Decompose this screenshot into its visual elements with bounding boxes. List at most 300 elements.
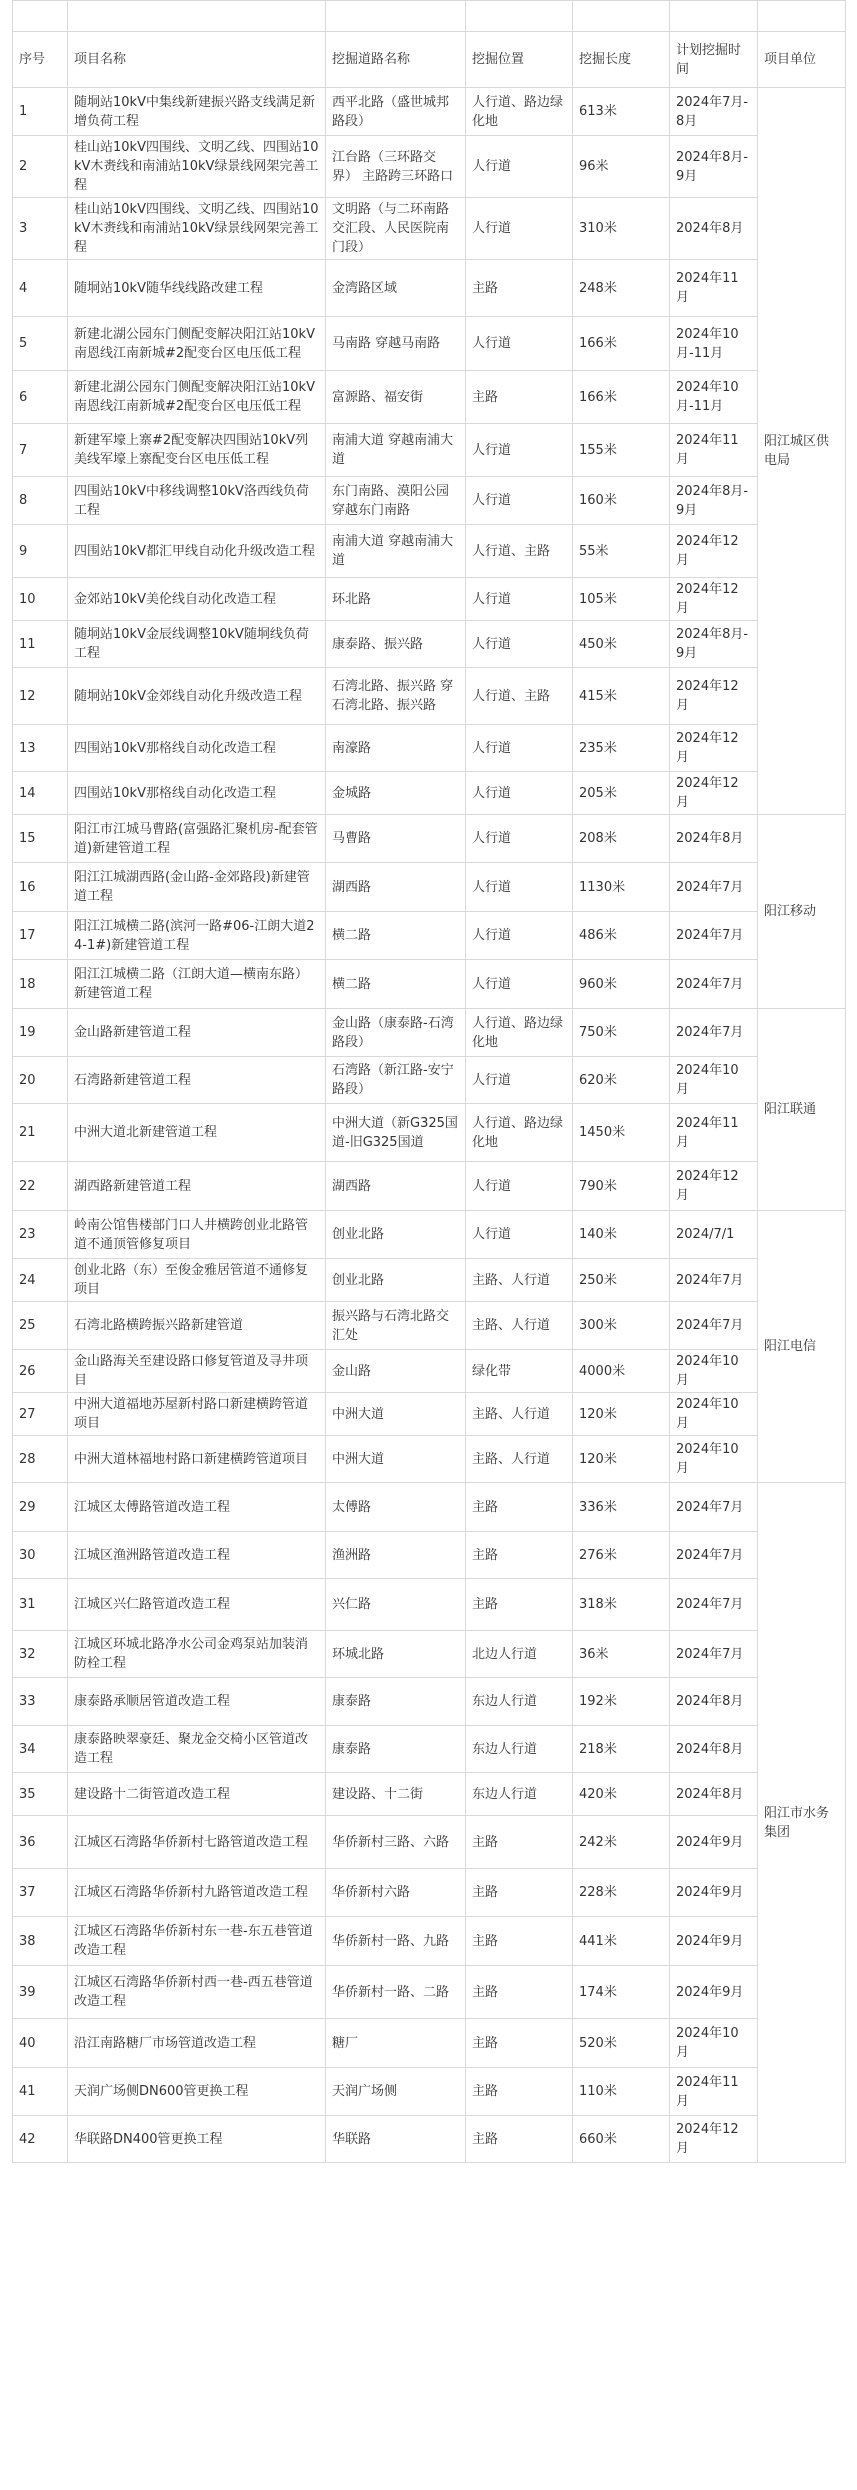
cell-project-name: 桂山站10kV四围线、文明乙线、四围站10kV木赉线和南浦站10kV绿景线网架完善工程 — [68, 198, 326, 260]
cell-road-name: 太傅路 — [326, 1483, 466, 1532]
table-row — [13, 1436, 846, 1483]
cell-length: 120米 — [573, 1436, 670, 1483]
cell-project-name: 江城区石湾路华侨新村西一巷-西五巷管道改造工程 — [68, 1966, 326, 2019]
header-index: 序号 — [13, 32, 68, 88]
cell-project-name: 新建北湖公园东门侧配变解决阳江站10kV南恩线江南新城#2配变台区电压低工程 — [68, 317, 326, 371]
cell-road-name: 建设路、十二街 — [326, 1773, 466, 1816]
cell-length: 450米 — [573, 621, 670, 668]
cell-project-name: 石湾北路横跨振兴路新建管道 — [68, 1302, 326, 1350]
cell-index: 5 — [13, 317, 68, 371]
cell-length: 1450米 — [573, 1104, 670, 1162]
table-row — [13, 1816, 846, 1869]
cell-length: 208米 — [573, 815, 670, 863]
table-row — [13, 1057, 846, 1104]
cell-planned-time: 2024年11月 — [670, 424, 758, 477]
cell-index: 25 — [13, 1302, 68, 1350]
table-row — [13, 260, 846, 317]
table-row — [13, 371, 846, 424]
cell-index: 21 — [13, 1104, 68, 1162]
cell-project-name: 金山路海关至建设路口修复管道及寻井项目 — [68, 1350, 326, 1393]
cell-length: 441米 — [573, 1917, 670, 1966]
cell-planned-time: 2024年8月 — [670, 1678, 758, 1726]
cell-index: 16 — [13, 863, 68, 912]
cell-project-name: 康泰路映翠豪廷、聚龙金交椅小区管道改造工程 — [68, 1726, 326, 1773]
cell-position: 主路、人行道 — [466, 1302, 573, 1350]
cell-length: 790米 — [573, 1162, 670, 1211]
cell-road-name: 环北路 — [326, 578, 466, 621]
cell-planned-time: 2024年7月 — [670, 912, 758, 960]
cell-length: 110米 — [573, 2068, 670, 2116]
cell-position: 人行道 — [466, 863, 573, 912]
header-length: 挖掘长度 — [573, 32, 670, 88]
cell-index: 33 — [13, 1678, 68, 1726]
cell-position: 主路 — [466, 260, 573, 317]
cell-position: 人行道 — [466, 772, 573, 815]
table-row — [13, 1350, 846, 1393]
table-row — [13, 2116, 846, 2163]
cell-road-name: 华侨新村六路 — [326, 1869, 466, 1917]
cell-project-name: 创业北路（东）至俊金雅居管道不通修复项目 — [68, 1259, 326, 1302]
cell-index: 29 — [13, 1483, 68, 1532]
cell-length: 960米 — [573, 960, 670, 1009]
cell-project-unit: 阳江联通 — [758, 1009, 846, 1211]
cell-length: 1130米 — [573, 863, 670, 912]
table-row — [13, 863, 846, 912]
cell-length: 218米 — [573, 1726, 670, 1773]
table-row — [13, 772, 846, 815]
cell-planned-time: 2024年7月 — [670, 1579, 758, 1631]
cell-length: 620米 — [573, 1057, 670, 1104]
cell-planned-time: 2024年7月 — [670, 863, 758, 912]
table-row — [13, 578, 846, 621]
cell-road-name: 中洲大道 — [326, 1436, 466, 1483]
cell-planned-time: 2024年10月 — [670, 1057, 758, 1104]
cell-position: 主路 — [466, 371, 573, 424]
cell-road-name: 横二路 — [326, 960, 466, 1009]
cell-position: 人行道 — [466, 1162, 573, 1211]
cell-project-name: 岭南公馆售楼部门口人井横跨创业北路管道不通顶管修复项目 — [68, 1211, 326, 1259]
cell-planned-time: 2024年7月 — [670, 1302, 758, 1350]
cell-planned-time: 2024年9月 — [670, 1869, 758, 1917]
cell-index: 35 — [13, 1773, 68, 1816]
cell-planned-time: 2024年7月 — [670, 1532, 758, 1579]
cell-index: 14 — [13, 772, 68, 815]
table-row — [13, 1773, 846, 1816]
cell-index: 20 — [13, 1057, 68, 1104]
cell-length: 336米 — [573, 1483, 670, 1532]
cell-length: 300米 — [573, 1302, 670, 1350]
table-top-spacer — [13, 1, 846, 32]
cell-road-name: 富源路、福安街 — [326, 371, 466, 424]
cell-length: 120米 — [573, 1393, 670, 1436]
cell-road-name: 金山路 — [326, 1350, 466, 1393]
cell-length: 420米 — [573, 1773, 670, 1816]
cell-planned-time: 2024年12月 — [670, 578, 758, 621]
cell-index: 19 — [13, 1009, 68, 1057]
cell-index: 13 — [13, 725, 68, 772]
cell-length: 166米 — [573, 371, 670, 424]
cell-position: 人行道、路边绿化地 — [466, 1009, 573, 1057]
table-row — [13, 1966, 846, 2019]
cell-length: 155米 — [573, 424, 670, 477]
cell-project-name: 华联路DN400管更换工程 — [68, 2116, 326, 2163]
cell-length: 235米 — [573, 725, 670, 772]
cell-project-name: 江城区石湾路华侨新村东一巷-东五巷管道改造工程 — [68, 1917, 326, 1966]
cell-road-name: 南浦大道 穿越南浦大道 — [326, 424, 466, 477]
cell-planned-time: 2024年7月 — [670, 1483, 758, 1532]
cell-road-name: 华侨新村一路、二路 — [326, 1966, 466, 2019]
cell-index: 3 — [13, 198, 68, 260]
cell-position: 主路 — [466, 1917, 573, 1966]
cell-length: 174米 — [573, 1966, 670, 2019]
cell-planned-time: 2024年7月 — [670, 1259, 758, 1302]
cell-index: 8 — [13, 477, 68, 525]
cell-planned-time: 2024年10月 — [670, 1436, 758, 1483]
table-row — [13, 424, 846, 477]
cell-road-name: 振兴路与石湾北路交汇处 — [326, 1302, 466, 1350]
cell-road-name: 兴仁路 — [326, 1579, 466, 1631]
cell-planned-time: 2024年10月 — [670, 2019, 758, 2068]
cell-length: 248米 — [573, 260, 670, 317]
cell-length: 750米 — [573, 1009, 670, 1057]
cell-project-unit: 阳江城区供电局 — [758, 88, 846, 815]
table-row — [13, 912, 846, 960]
table-row — [13, 2019, 846, 2068]
cell-position: 人行道、路边绿化地 — [466, 1104, 573, 1162]
table-row — [13, 668, 846, 725]
cell-planned-time: 2024年12月 — [670, 1162, 758, 1211]
cell-planned-time: 2024年8月 — [670, 1726, 758, 1773]
cell-index: 7 — [13, 424, 68, 477]
cell-length: 96米 — [573, 136, 670, 198]
cell-position: 东边人行道 — [466, 1773, 573, 1816]
cell-planned-time: 2024年8月-9月 — [670, 136, 758, 198]
cell-position: 人行道 — [466, 578, 573, 621]
cell-road-name: 横二路 — [326, 912, 466, 960]
cell-road-name: 金城路 — [326, 772, 466, 815]
cell-project-name: 中洲大道林福地村路口新建横跨管道项目 — [68, 1436, 326, 1483]
cell-planned-time: 2024年12月 — [670, 525, 758, 578]
cell-project-name: 随垌站10kV金辰线调整10kV随垌线负荷工程 — [68, 621, 326, 668]
cell-planned-time: 2024年12月 — [670, 725, 758, 772]
table-row — [13, 1678, 846, 1726]
cell-index: 22 — [13, 1162, 68, 1211]
cell-position: 人行道 — [466, 424, 573, 477]
cell-road-name: 马曹路 — [326, 815, 466, 863]
cell-road-name: 东门南路、漠阳公园 穿越东门南路 — [326, 477, 466, 525]
cell-road-name: 西平北路（盛世城邦路段） — [326, 88, 466, 136]
cell-position: 东边人行道 — [466, 1678, 573, 1726]
cell-index: 28 — [13, 1436, 68, 1483]
cell-position: 主路、人行道 — [466, 1259, 573, 1302]
cell-project-name: 中洲大道福地苏屋新村路口新建横跨管道项目 — [68, 1393, 326, 1436]
cell-position: 主路、人行道 — [466, 1436, 573, 1483]
cell-position: 人行道、主路 — [466, 525, 573, 578]
cell-position: 主路 — [466, 2019, 573, 2068]
table-row — [13, 725, 846, 772]
table-row — [13, 525, 846, 578]
cell-position: 人行道 — [466, 815, 573, 863]
cell-road-name: 华联路 — [326, 2116, 466, 2163]
cell-project-name: 新建军壕上寨#2配变解决四围站10kV列美线军壕上寨配变台区电压低工程 — [68, 424, 326, 477]
cell-index: 34 — [13, 1726, 68, 1773]
cell-index: 11 — [13, 621, 68, 668]
cell-position: 人行道 — [466, 136, 573, 198]
cell-length: 318米 — [573, 1579, 670, 1631]
cell-index: 27 — [13, 1393, 68, 1436]
cell-project-unit: 阳江市水务集团 — [758, 1483, 846, 2163]
cell-length: 140米 — [573, 1211, 670, 1259]
cell-length: 486米 — [573, 912, 670, 960]
cell-position: 北边人行道 — [466, 1631, 573, 1678]
table-row — [13, 1393, 846, 1436]
cell-project-name: 随垌站10kV中集线新建振兴路支线满足新增负荷工程 — [68, 88, 326, 136]
cell-position: 人行道 — [466, 477, 573, 525]
cell-index: 6 — [13, 371, 68, 424]
cell-project-name: 江城区石湾路华侨新村七路管道改造工程 — [68, 1816, 326, 1869]
cell-planned-time: 2024年11月 — [670, 1104, 758, 1162]
cell-length: 205米 — [573, 772, 670, 815]
cell-index: 1 — [13, 88, 68, 136]
cell-index: 23 — [13, 1211, 68, 1259]
cell-length: 166米 — [573, 317, 670, 371]
cell-road-name: 金湾路区域 — [326, 260, 466, 317]
cell-position: 人行道 — [466, 912, 573, 960]
cell-length: 613米 — [573, 88, 670, 136]
cell-planned-time: 2024年8月 — [670, 1773, 758, 1816]
cell-position: 东边人行道 — [466, 1726, 573, 1773]
cell-planned-time: 2024年11月 — [670, 260, 758, 317]
cell-project-name: 江城区渔洲路管道改造工程 — [68, 1532, 326, 1579]
header-unit: 项目单位 — [758, 32, 846, 88]
cell-length: 250米 — [573, 1259, 670, 1302]
cell-planned-time: 2024年8月 — [670, 815, 758, 863]
table-row — [13, 1869, 846, 1917]
cell-position: 主路 — [466, 1816, 573, 1869]
table-row — [13, 1917, 846, 1966]
cell-road-name: 马南路 穿越马南路 — [326, 317, 466, 371]
cell-project-name: 建设路十二街管道改造工程 — [68, 1773, 326, 1816]
cell-project-name: 阳江江城横二路(滨河一路#06-江朗大道24-1#)新建管道工程 — [68, 912, 326, 960]
cell-project-name: 阳江江城湖西路(金山路-金郊路段)新建管道工程 — [68, 863, 326, 912]
cell-planned-time: 2024年10月-11月 — [670, 317, 758, 371]
cell-road-name: 华侨新村三路、六路 — [326, 1816, 466, 1869]
cell-project-name: 阳江市江城马曹路(富强路汇聚机房-配套管道)新建管道工程 — [68, 815, 326, 863]
table-row — [13, 88, 846, 136]
cell-project-name: 石湾路新建管道工程 — [68, 1057, 326, 1104]
cell-project-name: 桂山站10kV四围线、文明乙线、四围站10kV木赉线和南浦站10kV绿景线网架完善工程 — [68, 136, 326, 198]
cell-project-name: 阳江江城横二路（江朗大道—横南东路）新建管道工程 — [68, 960, 326, 1009]
cell-position: 人行道 — [466, 198, 573, 260]
cell-length: 660米 — [573, 2116, 670, 2163]
cell-length: 160米 — [573, 477, 670, 525]
cell-position: 绿化带 — [466, 1350, 573, 1393]
cell-length: 520米 — [573, 2019, 670, 2068]
cell-length: 192米 — [573, 1678, 670, 1726]
table-row — [13, 960, 846, 1009]
cell-project-name: 天润广场侧DN600管更换工程 — [68, 2068, 326, 2116]
cell-position: 人行道 — [466, 725, 573, 772]
cell-position: 人行道 — [466, 317, 573, 371]
cell-road-name: 湖西路 — [326, 1162, 466, 1211]
cell-road-name: 湖西路 — [326, 863, 466, 912]
cell-index: 42 — [13, 2116, 68, 2163]
cell-road-name: 南浦大道 穿越南浦大道 — [326, 525, 466, 578]
cell-position: 主路 — [466, 1532, 573, 1579]
cell-road-name: 金山路（康泰路-石湾路段） — [326, 1009, 466, 1057]
cell-road-name: 创业北路 — [326, 1211, 466, 1259]
cell-length: 4000米 — [573, 1350, 670, 1393]
cell-project-name: 康泰路承顺居管道改造工程 — [68, 1678, 326, 1726]
table-row — [13, 1104, 846, 1162]
cell-position: 人行道、路边绿化地 — [466, 88, 573, 136]
cell-project-name: 湖西路新建管道工程 — [68, 1162, 326, 1211]
cell-position: 人行道 — [466, 1211, 573, 1259]
header-planned-time: 计划挖掘时间 — [670, 32, 758, 88]
table-row — [13, 815, 846, 863]
cell-index: 15 — [13, 815, 68, 863]
cell-road-name: 江台路（三环路交界） 主路跨三环路口 — [326, 136, 466, 198]
table-row — [13, 1259, 846, 1302]
table-row — [13, 136, 846, 198]
cell-position: 主路、人行道 — [466, 1393, 573, 1436]
cell-project-name: 四围站10kV那格线自动化改造工程 — [68, 725, 326, 772]
cell-length: 36米 — [573, 1631, 670, 1678]
cell-planned-time: 2024年7月 — [670, 960, 758, 1009]
cell-project-name: 中洲大道北新建管道工程 — [68, 1104, 326, 1162]
cell-index: 40 — [13, 2019, 68, 2068]
cell-position: 主路 — [466, 1869, 573, 1917]
cell-length: 105米 — [573, 578, 670, 621]
cell-planned-time: 2024年10月 — [670, 1350, 758, 1393]
cell-road-name: 创业北路 — [326, 1259, 466, 1302]
excavation-plan-table — [12, 0, 846, 2163]
table-row — [13, 621, 846, 668]
cell-index: 39 — [13, 1966, 68, 2019]
table-header-row — [13, 32, 846, 88]
cell-planned-time: 2024年10月 — [670, 1393, 758, 1436]
cell-project-name: 随垌站10kV金郊线自动化升级改造工程 — [68, 668, 326, 725]
cell-planned-time: 2024年12月 — [670, 772, 758, 815]
cell-planned-time: 2024/7/1 — [670, 1211, 758, 1259]
cell-planned-time: 2024年12月 — [670, 668, 758, 725]
cell-road-name: 石湾路（新江路-安宁路段） — [326, 1057, 466, 1104]
cell-project-name: 四围站10kV那格线自动化改造工程 — [68, 772, 326, 815]
table-row — [13, 1483, 846, 1532]
cell-project-name: 江城区环城北路净水公司金鸡泵站加装消防栓工程 — [68, 1631, 326, 1678]
cell-position: 人行道 — [466, 621, 573, 668]
cell-planned-time: 2024年7月-8月 — [670, 88, 758, 136]
table-row — [13, 198, 846, 260]
cell-index: 31 — [13, 1579, 68, 1631]
cell-planned-time: 2024年8月 — [670, 198, 758, 260]
cell-project-name: 江城区石湾路华侨新村九路管道改造工程 — [68, 1869, 326, 1917]
cell-planned-time: 2024年11月 — [670, 2068, 758, 2116]
cell-road-name: 文明路（与二环南路交汇段、人民医院南门段） — [326, 198, 466, 260]
cell-position: 人行道 — [466, 960, 573, 1009]
cell-project-name: 四围站10kV中移线调整10kV洛西线负荷工程 — [68, 477, 326, 525]
cell-position: 人行道、主路 — [466, 668, 573, 725]
cell-planned-time: 2024年7月 — [670, 1631, 758, 1678]
cell-length: 228米 — [573, 1869, 670, 1917]
table-row — [13, 1009, 846, 1057]
cell-index: 4 — [13, 260, 68, 317]
cell-road-name: 康泰路 — [326, 1678, 466, 1726]
cell-road-name: 环城北路 — [326, 1631, 466, 1678]
cell-project-name: 金郊站10kV美伦线自动化改造工程 — [68, 578, 326, 621]
cell-length: 310米 — [573, 198, 670, 260]
cell-road-name: 中洲大道 — [326, 1393, 466, 1436]
cell-road-name: 糖厂 — [326, 2019, 466, 2068]
header-project-name: 项目名称 — [68, 32, 326, 88]
cell-index: 2 — [13, 136, 68, 198]
cell-planned-time: 2024年7月 — [670, 1009, 758, 1057]
cell-road-name: 华侨新村一路、九路 — [326, 1917, 466, 1966]
table-row — [13, 1211, 846, 1259]
cell-road-name: 南濠路 — [326, 725, 466, 772]
cell-index: 26 — [13, 1350, 68, 1393]
cell-planned-time: 2024年8月-9月 — [670, 477, 758, 525]
table-row — [13, 2068, 846, 2116]
table-row — [13, 1162, 846, 1211]
cell-road-name: 康泰路、振兴路 — [326, 621, 466, 668]
cell-project-unit: 阳江电信 — [758, 1211, 846, 1483]
cell-planned-time: 2024年9月 — [670, 1917, 758, 1966]
cell-index: 18 — [13, 960, 68, 1009]
cell-planned-time: 2024年8月-9月 — [670, 621, 758, 668]
cell-index: 41 — [13, 2068, 68, 2116]
cell-length: 55米 — [573, 525, 670, 578]
cell-road-name: 康泰路 — [326, 1726, 466, 1773]
cell-length: 276米 — [573, 1532, 670, 1579]
cell-planned-time: 2024年9月 — [670, 1966, 758, 2019]
cell-index: 10 — [13, 578, 68, 621]
cell-length: 242米 — [573, 1816, 670, 1869]
cell-project-name: 金山路新建管道工程 — [68, 1009, 326, 1057]
cell-project-name: 四围站10kV都汇甲线自动化升级改造工程 — [68, 525, 326, 578]
cell-road-name: 天润广场侧 — [326, 2068, 466, 2116]
cell-index: 37 — [13, 1869, 68, 1917]
cell-index: 38 — [13, 1917, 68, 1966]
table-row — [13, 1302, 846, 1350]
cell-project-name: 江城区太傅路管道改造工程 — [68, 1483, 326, 1532]
cell-index: 12 — [13, 668, 68, 725]
cell-project-name: 沿江南路糖厂市场管道改造工程 — [68, 2019, 326, 2068]
cell-road-name: 渔洲路 — [326, 1532, 466, 1579]
cell-position: 主路 — [466, 2068, 573, 2116]
cell-index: 9 — [13, 525, 68, 578]
cell-position: 主路 — [466, 1579, 573, 1631]
header-position: 挖掘位置 — [466, 32, 573, 88]
cell-road-name: 中洲大道（新G325国道-旧G325国道 — [326, 1104, 466, 1162]
table-row — [13, 1532, 846, 1579]
cell-index: 30 — [13, 1532, 68, 1579]
cell-project-unit: 阳江移动 — [758, 815, 846, 1009]
cell-index: 24 — [13, 1259, 68, 1302]
header-road-name: 挖掘道路名称 — [326, 32, 466, 88]
cell-length: 415米 — [573, 668, 670, 725]
cell-index: 36 — [13, 1816, 68, 1869]
table-row — [13, 477, 846, 525]
cell-position: 主路 — [466, 1966, 573, 2019]
table-row — [13, 1726, 846, 1773]
cell-position: 人行道 — [466, 1057, 573, 1104]
cell-road-name: 石湾北路、振兴路 穿石湾北路、振兴路 — [326, 668, 466, 725]
cell-index: 17 — [13, 912, 68, 960]
cell-project-name: 随垌站10kV随华线线路改建工程 — [68, 260, 326, 317]
table-row — [13, 317, 846, 371]
table-row — [13, 1579, 846, 1631]
